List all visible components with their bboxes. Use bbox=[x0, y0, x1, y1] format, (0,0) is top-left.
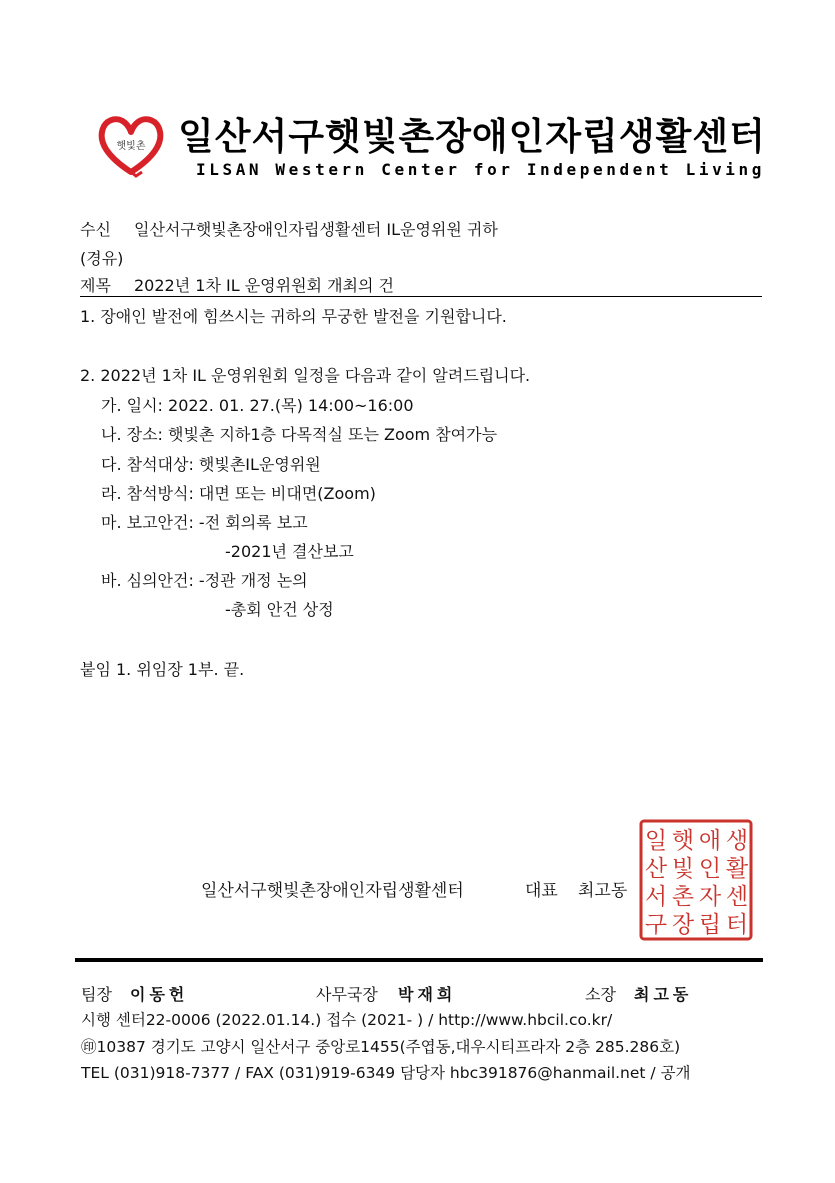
subject: 2022년 1차 IL 운영위원회 개최의 건 bbox=[134, 276, 394, 295]
paragraph-2: 2. 2022년 1차 IL 운영위원회 일정을 다음과 같이 알려드립니다. bbox=[80, 366, 531, 385]
recipient: 일산서구햇빛촌장애인자립생활센터 IL운영위원 귀하 bbox=[134, 220, 498, 239]
item-place: 나. 장소: 햇빛촌 지하1층 다목적실 또는 Zoom 참여가능 bbox=[101, 425, 498, 444]
signature-title: 대표 bbox=[525, 881, 558, 901]
org-name-english: ILSAN Western Center for Independent Living bbox=[196, 160, 766, 179]
seal-glyph: 구 bbox=[644, 912, 668, 938]
director-name: 최고동 bbox=[634, 985, 693, 1004]
seal-glyph: 빛 bbox=[671, 856, 695, 882]
seal-glyph: 센 bbox=[725, 884, 749, 910]
director-label: 소장 bbox=[585, 985, 616, 1004]
item-report-1: 마. 보고안건: -전 회의록 보고 bbox=[101, 513, 308, 532]
seal-glyph: 촌 bbox=[671, 884, 695, 910]
official-seal bbox=[638, 818, 754, 942]
address-line: ㊞10387 경기도 고양시 일산서구 중앙로1455(주엽동,대우시티프라자 2층 285.286호) bbox=[81, 1038, 681, 1056]
item-review-1: 바. 심의안건: -정관 개정 논의 bbox=[101, 571, 308, 590]
team-lead-label: 팀장 bbox=[81, 985, 112, 1004]
seal-glyph: 터 bbox=[725, 912, 749, 938]
signature-org: 일산서구햇빛촌장애인자립생활센터 bbox=[201, 881, 464, 901]
recipient-label: 수신 bbox=[80, 220, 111, 239]
attachment-line: 붙임 1. 위임장 1부. 끝. bbox=[80, 660, 245, 679]
center-logo bbox=[98, 112, 164, 178]
enforcement-line: 시행 센터22-0006 (2022.01.14.) 접수 (2021- ) / http://www.hbcil.co.kr/ bbox=[81, 1011, 613, 1029]
seal-glyph: 장 bbox=[671, 912, 695, 938]
item-review-2: -총회 안건 상정 bbox=[225, 600, 334, 619]
item-report-2: -2021년 결산보고 bbox=[225, 542, 354, 561]
seal-glyph: 생 bbox=[725, 828, 749, 854]
paragraph-1: 1. 장애인 발전에 힘쓰시는 귀하의 무궁한 발전을 기원합니다. bbox=[80, 307, 507, 326]
seal-glyph: 립 bbox=[698, 912, 722, 938]
org-name-korean: 일산서구햇빛촌장애인자립생활센터 bbox=[178, 115, 766, 158]
seal-glyph: 자 bbox=[698, 884, 722, 910]
logo-label: 햇빛촌 bbox=[116, 141, 146, 152]
seal-glyph: 서 bbox=[644, 884, 668, 910]
signature-name: 최고동 bbox=[578, 881, 628, 901]
secretary-label: 사무국장 bbox=[316, 985, 378, 1004]
via-line: (경유) bbox=[80, 249, 124, 268]
team-lead-name: 이동헌 bbox=[130, 985, 189, 1004]
contact-line: TEL (031)918-7377 / FAX (031)919-6349 담당자 hbc391876@hanmail.net / 공개 bbox=[81, 1064, 691, 1082]
item-method: 라. 참석방식: 대면 또는 비대면(Zoom) bbox=[101, 484, 376, 503]
item-attendees: 다. 참석대상: 햇빛촌IL운영위원 bbox=[101, 455, 321, 474]
seal-glyph: 산 bbox=[644, 856, 668, 882]
seal-glyph: 햇 bbox=[671, 828, 695, 854]
seal-glyph: 인 bbox=[698, 856, 722, 882]
seal-glyph: 일 bbox=[644, 828, 668, 854]
subject-divider bbox=[80, 296, 762, 297]
seal-glyph: 애 bbox=[698, 828, 722, 854]
subject-label: 제목 bbox=[80, 276, 111, 295]
seal-glyph: 활 bbox=[725, 856, 749, 882]
footer-divider bbox=[75, 958, 763, 962]
secretary-name: 박재희 bbox=[398, 985, 457, 1004]
item-date: 가. 일시: 2022. 01. 27.(목) 14:00~16:00 bbox=[101, 396, 414, 415]
